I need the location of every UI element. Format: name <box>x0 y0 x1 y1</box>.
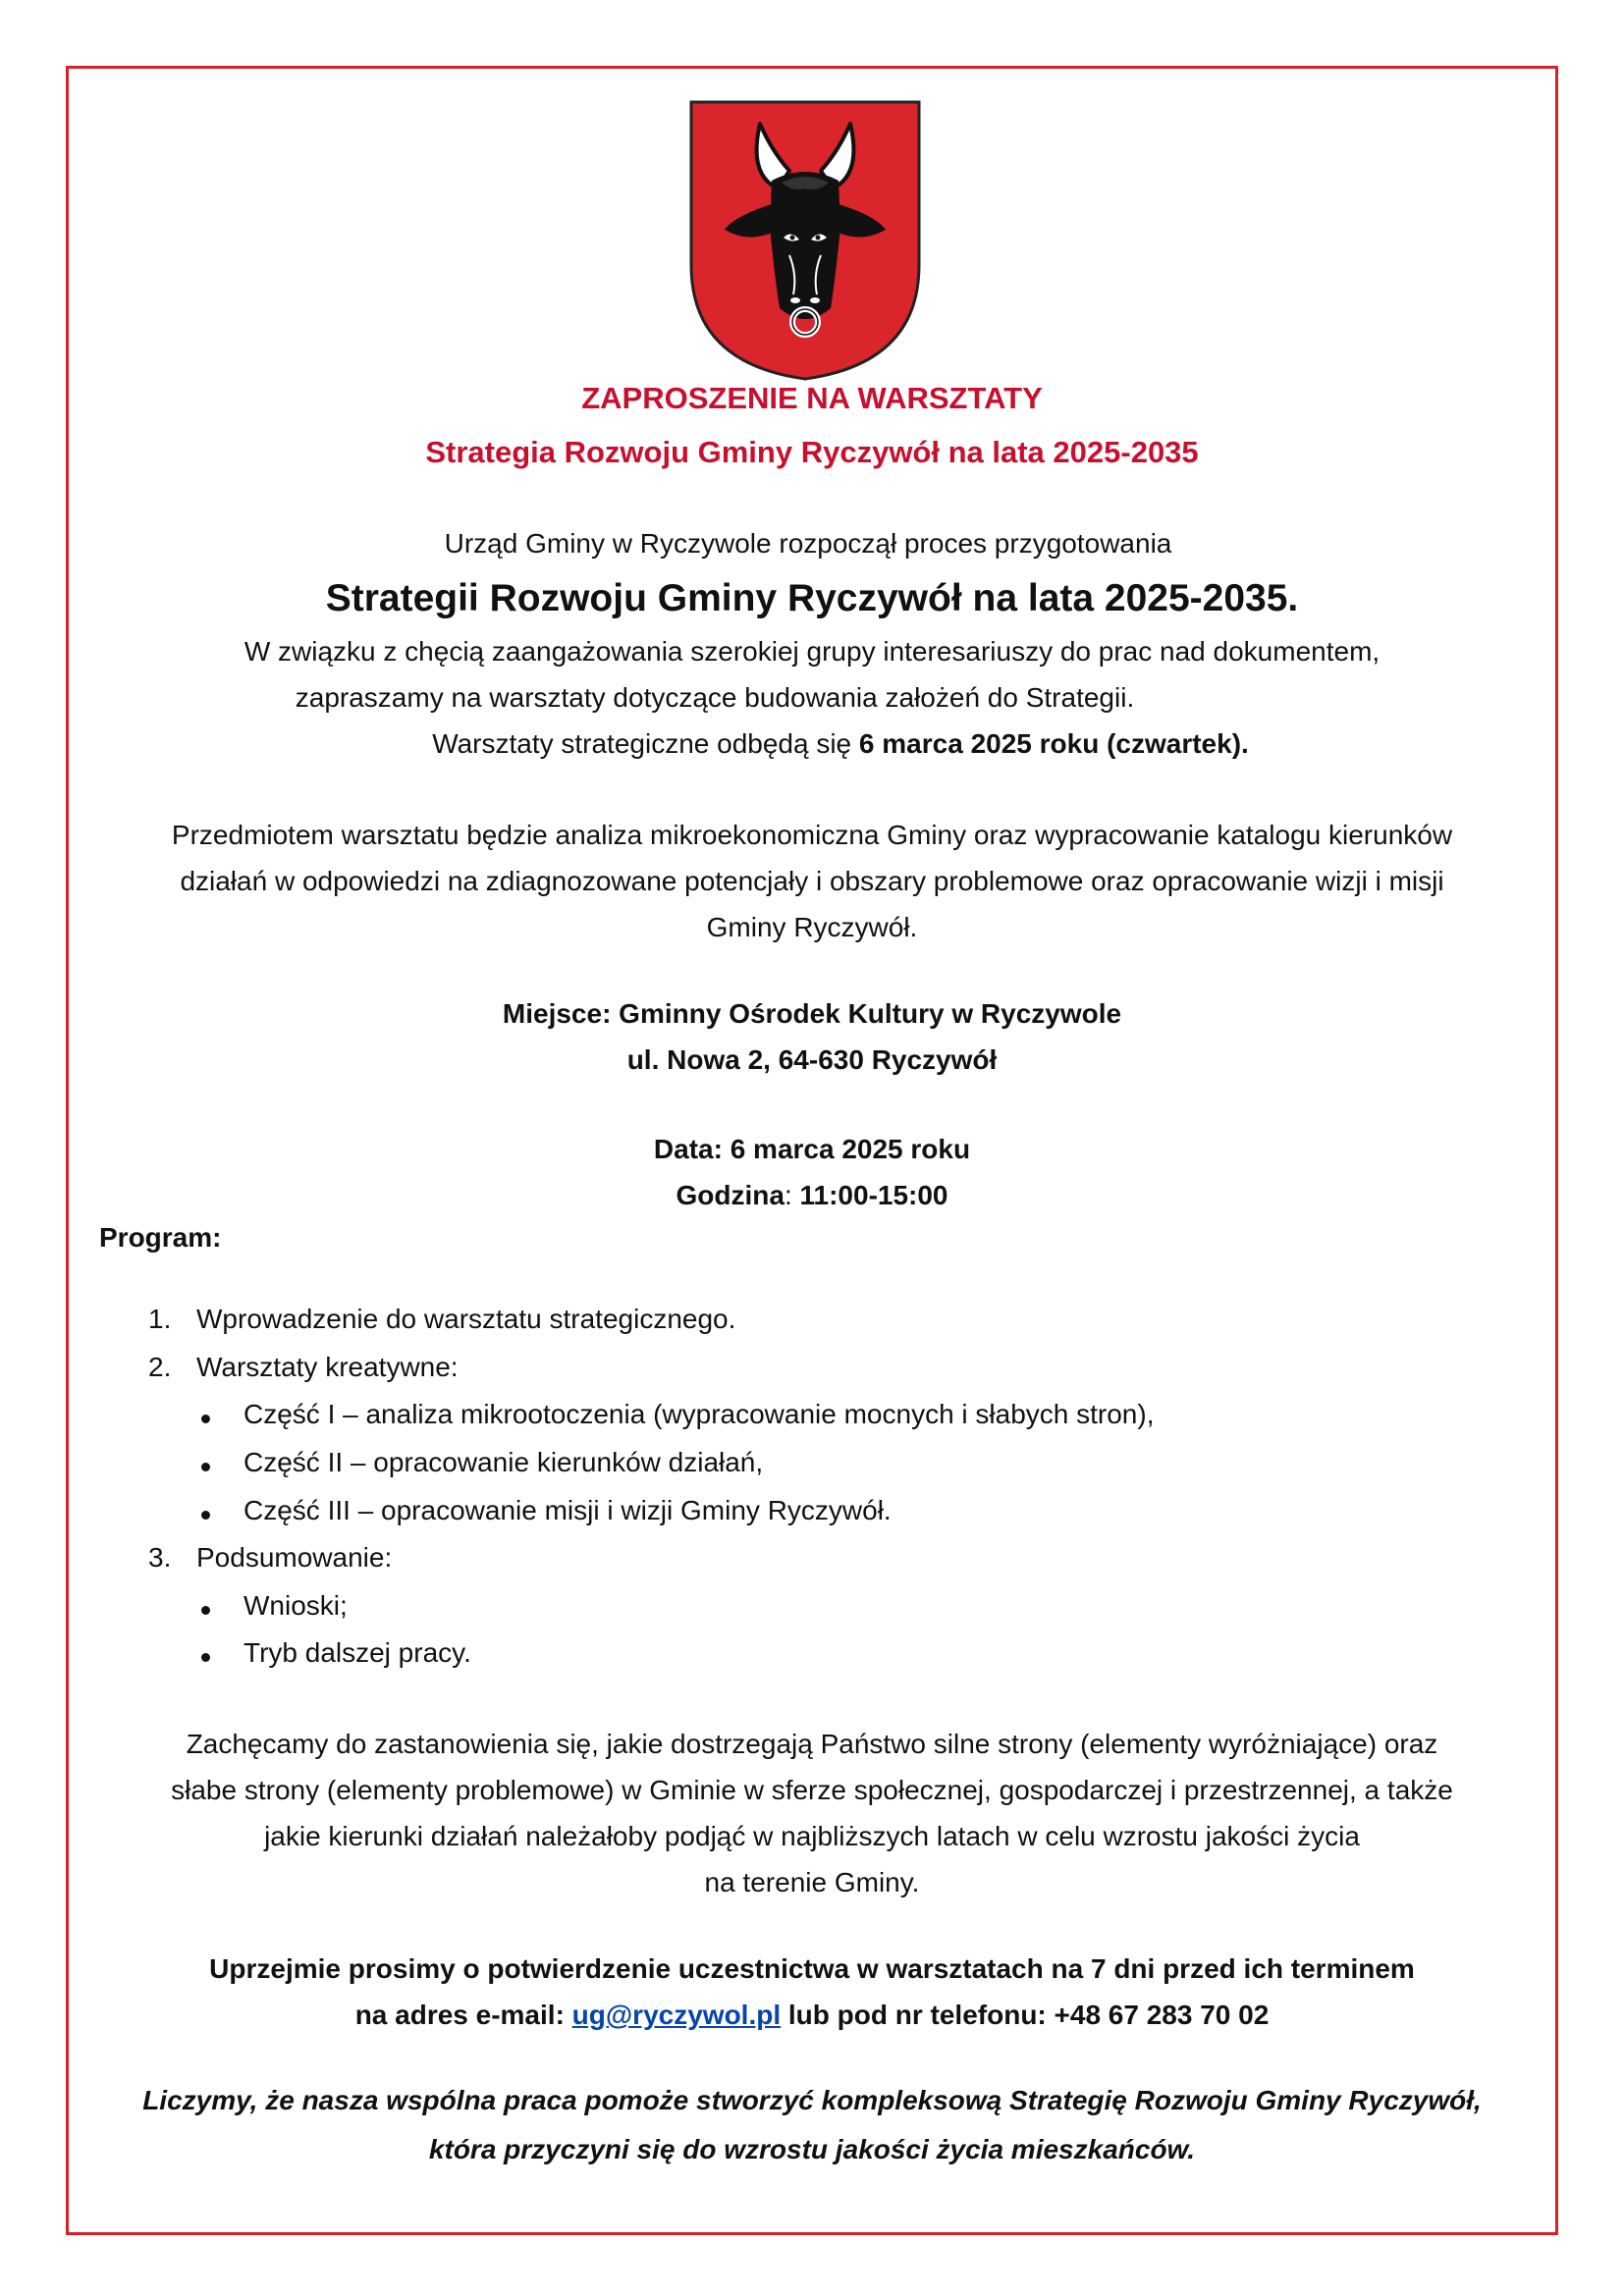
program-item-3-sub-1: Wnioski; <box>244 1590 348 1621</box>
program-item-1: Wprowadzenie do warsztatu strategicznego. <box>196 1304 736 1334</box>
intro-line-3: W związku z chęcią zaangażowania szerokiej grupy interesariuszy do prac nad dokumentem, <box>244 636 1380 667</box>
program-item-2-sub-2: Część II – opracowanie kierunków działań, <box>244 1447 764 1477</box>
program-item-3-sub-2: Tryb dalszej pracy. <box>244 1637 471 1668</box>
program-heading: Program: <box>99 1222 222 1253</box>
confirmation-line-1: Uprzejmie prosimy o potwierdzenie uczestnictwa w warsztatach na 7 dni przed ich terminem <box>209 1953 1415 1984</box>
bullet-icon <box>201 1415 210 1423</box>
email-link[interactable]: ug@ryczywol.pl <box>571 2000 782 2030</box>
confirmation-line-2: na adres e-mail: ug@ryczywol.pl lub pod nr telefonu: +48 67 283 70 02 <box>354 2000 1270 2030</box>
bullet-icon <box>201 1653 210 1662</box>
subject-paragraph: Przedmiotem warsztatu będzie analiza mikroekonomiczna Gminy oraz wypracowanie katalogu kierunków działań w odpowiedzi na zdiagnozowane potencjały i obszary problemowe oraz opracowanie wizji i misji Gminy Ryczywół. <box>171 820 1453 942</box>
intro-line-5: Warsztaty strategiczne odbędą się 6 marca 2025 roku (czwartek). <box>432 728 1249 759</box>
program-item-2: Warsztaty kreatywne: <box>196 1352 459 1382</box>
intro-strategy-title: Strategii Rozwoju Gminy Ryczywół na lata 2025-2035. <box>325 577 1299 619</box>
venue-place: Miejsce: Gminny Ośrodek Kultury w Ryczywole <box>502 998 1122 1029</box>
coat-of-arms-bull-icon <box>687 98 923 383</box>
intro-line-1: Urząd Gminy w Ryczywole rozpoczął proces przygotowania <box>444 528 1172 559</box>
program-item-2-number: 2. <box>148 1352 172 1382</box>
event-date: Data: 6 marca 2025 roku <box>653 1134 971 1164</box>
program-item-2-sub-3: Część III – opracowanie misji i wizji Gminy Ryczywół. <box>244 1495 892 1525</box>
closing-statement: Liczymy, że nasza wspólna praca pomoże stworzyć kompleksową Strategię Rozwoju Gminy Ryczywół, która przyczyni się do wzrostu jakości życia mieszkańców. <box>142 2085 1482 2164</box>
program-item-2-sub-1: Część I – analiza mikrootoczenia (wypracowanie mocnych i słabych stron), <box>244 1399 1155 1429</box>
bullet-icon <box>201 1463 210 1471</box>
invitation-heading: ZAPROSZENIE NA WARSZTATY <box>581 381 1043 415</box>
program-item-3: Podsumowanie: <box>196 1542 393 1573</box>
event-time: Godzina: 11:00-15:00 <box>676 1180 948 1210</box>
bullet-icon <box>201 1511 210 1520</box>
strategy-subheading: Strategia Rozwoju Gminy Ryczywół na lata 2025-2035 <box>425 435 1199 469</box>
bullet-icon <box>201 1606 210 1615</box>
intro-line-4: zapraszamy na warsztaty dotyczące budowania założeń do Strategii. <box>295 682 1135 713</box>
program-item-3-number: 3. <box>148 1542 172 1573</box>
workshop-date-highlight: 6 marca 2025 roku (czwartek). <box>858 728 1249 759</box>
program-item-1-number: 1. <box>148 1304 172 1334</box>
venue-address: ul. Nowa 2, 64-630 Ryczywół <box>626 1044 998 1075</box>
encouragement-paragraph: Zachęcamy do zastanowienia się, jakie dostrzegają Państwo silne strony (elementy wyróżniające) oraz słabe strony (elementy problemowe) w Gminie w sferze społecznej, gospodarczej i przestrzennej, a także jakie kierunki działań należałoby podjąć w najbliższych latach w celu wzrostu jakości życia na terenie Gminy. <box>171 1729 1453 1897</box>
